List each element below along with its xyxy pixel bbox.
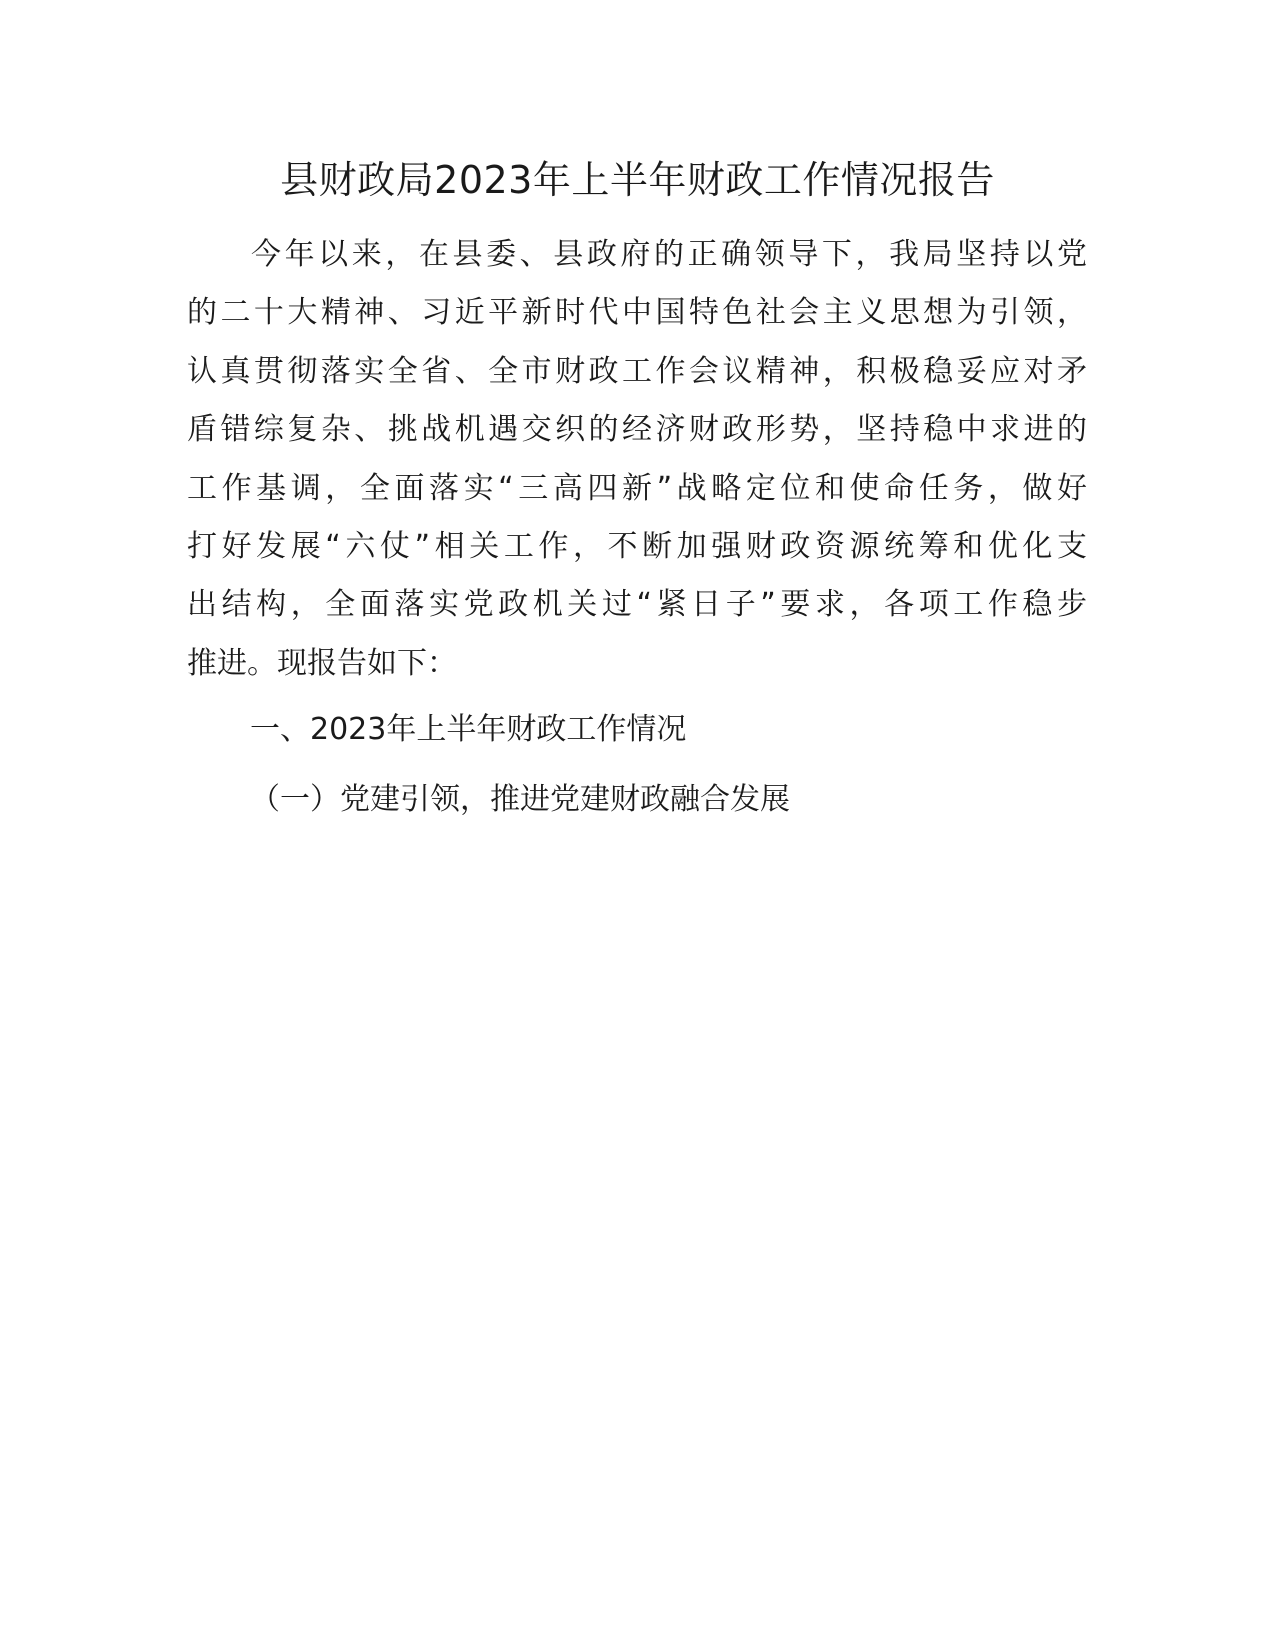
paragraph-line: 出结构，全面落实党政机关过“紧日子”要求，各项工作稳步 [187,587,1087,623]
paragraph-line: 盾错综复杂、挑战机遇交织的经济财政形势，坚持稳中求进的 [187,412,1087,448]
subsection-heading: （一）党建引领，推进党建财政融合发展 [250,782,790,817]
document-title: 县财政局2023年上半年财政工作情况报告 [280,158,995,202]
section-heading: 一、2023年上半年财政工作情况 [250,712,687,747]
paragraph-line: 的二十大精神、习近平新时代中国特色社会主义思想为引领， [187,295,1087,331]
paragraph-line: 今年以来，在县委、县政府的正确领导下，我局坚持以党 [251,237,1087,272]
paragraph-line: 工作基调，全面落实“三高四新”战略定位和使命任务，做好 [187,470,1087,506]
intro-paragraph [187,226,1087,693]
paragraph-line: 认真贯彻落实全省、全市财政工作会议精神，积极稳妥应对矛 [187,353,1087,389]
paragraph-line: 打好发展“六仗”相关工作，不断加强财政资源统筹和优化支 [187,529,1087,565]
paragraph-line: 推进。现报告如下： [187,645,457,681]
